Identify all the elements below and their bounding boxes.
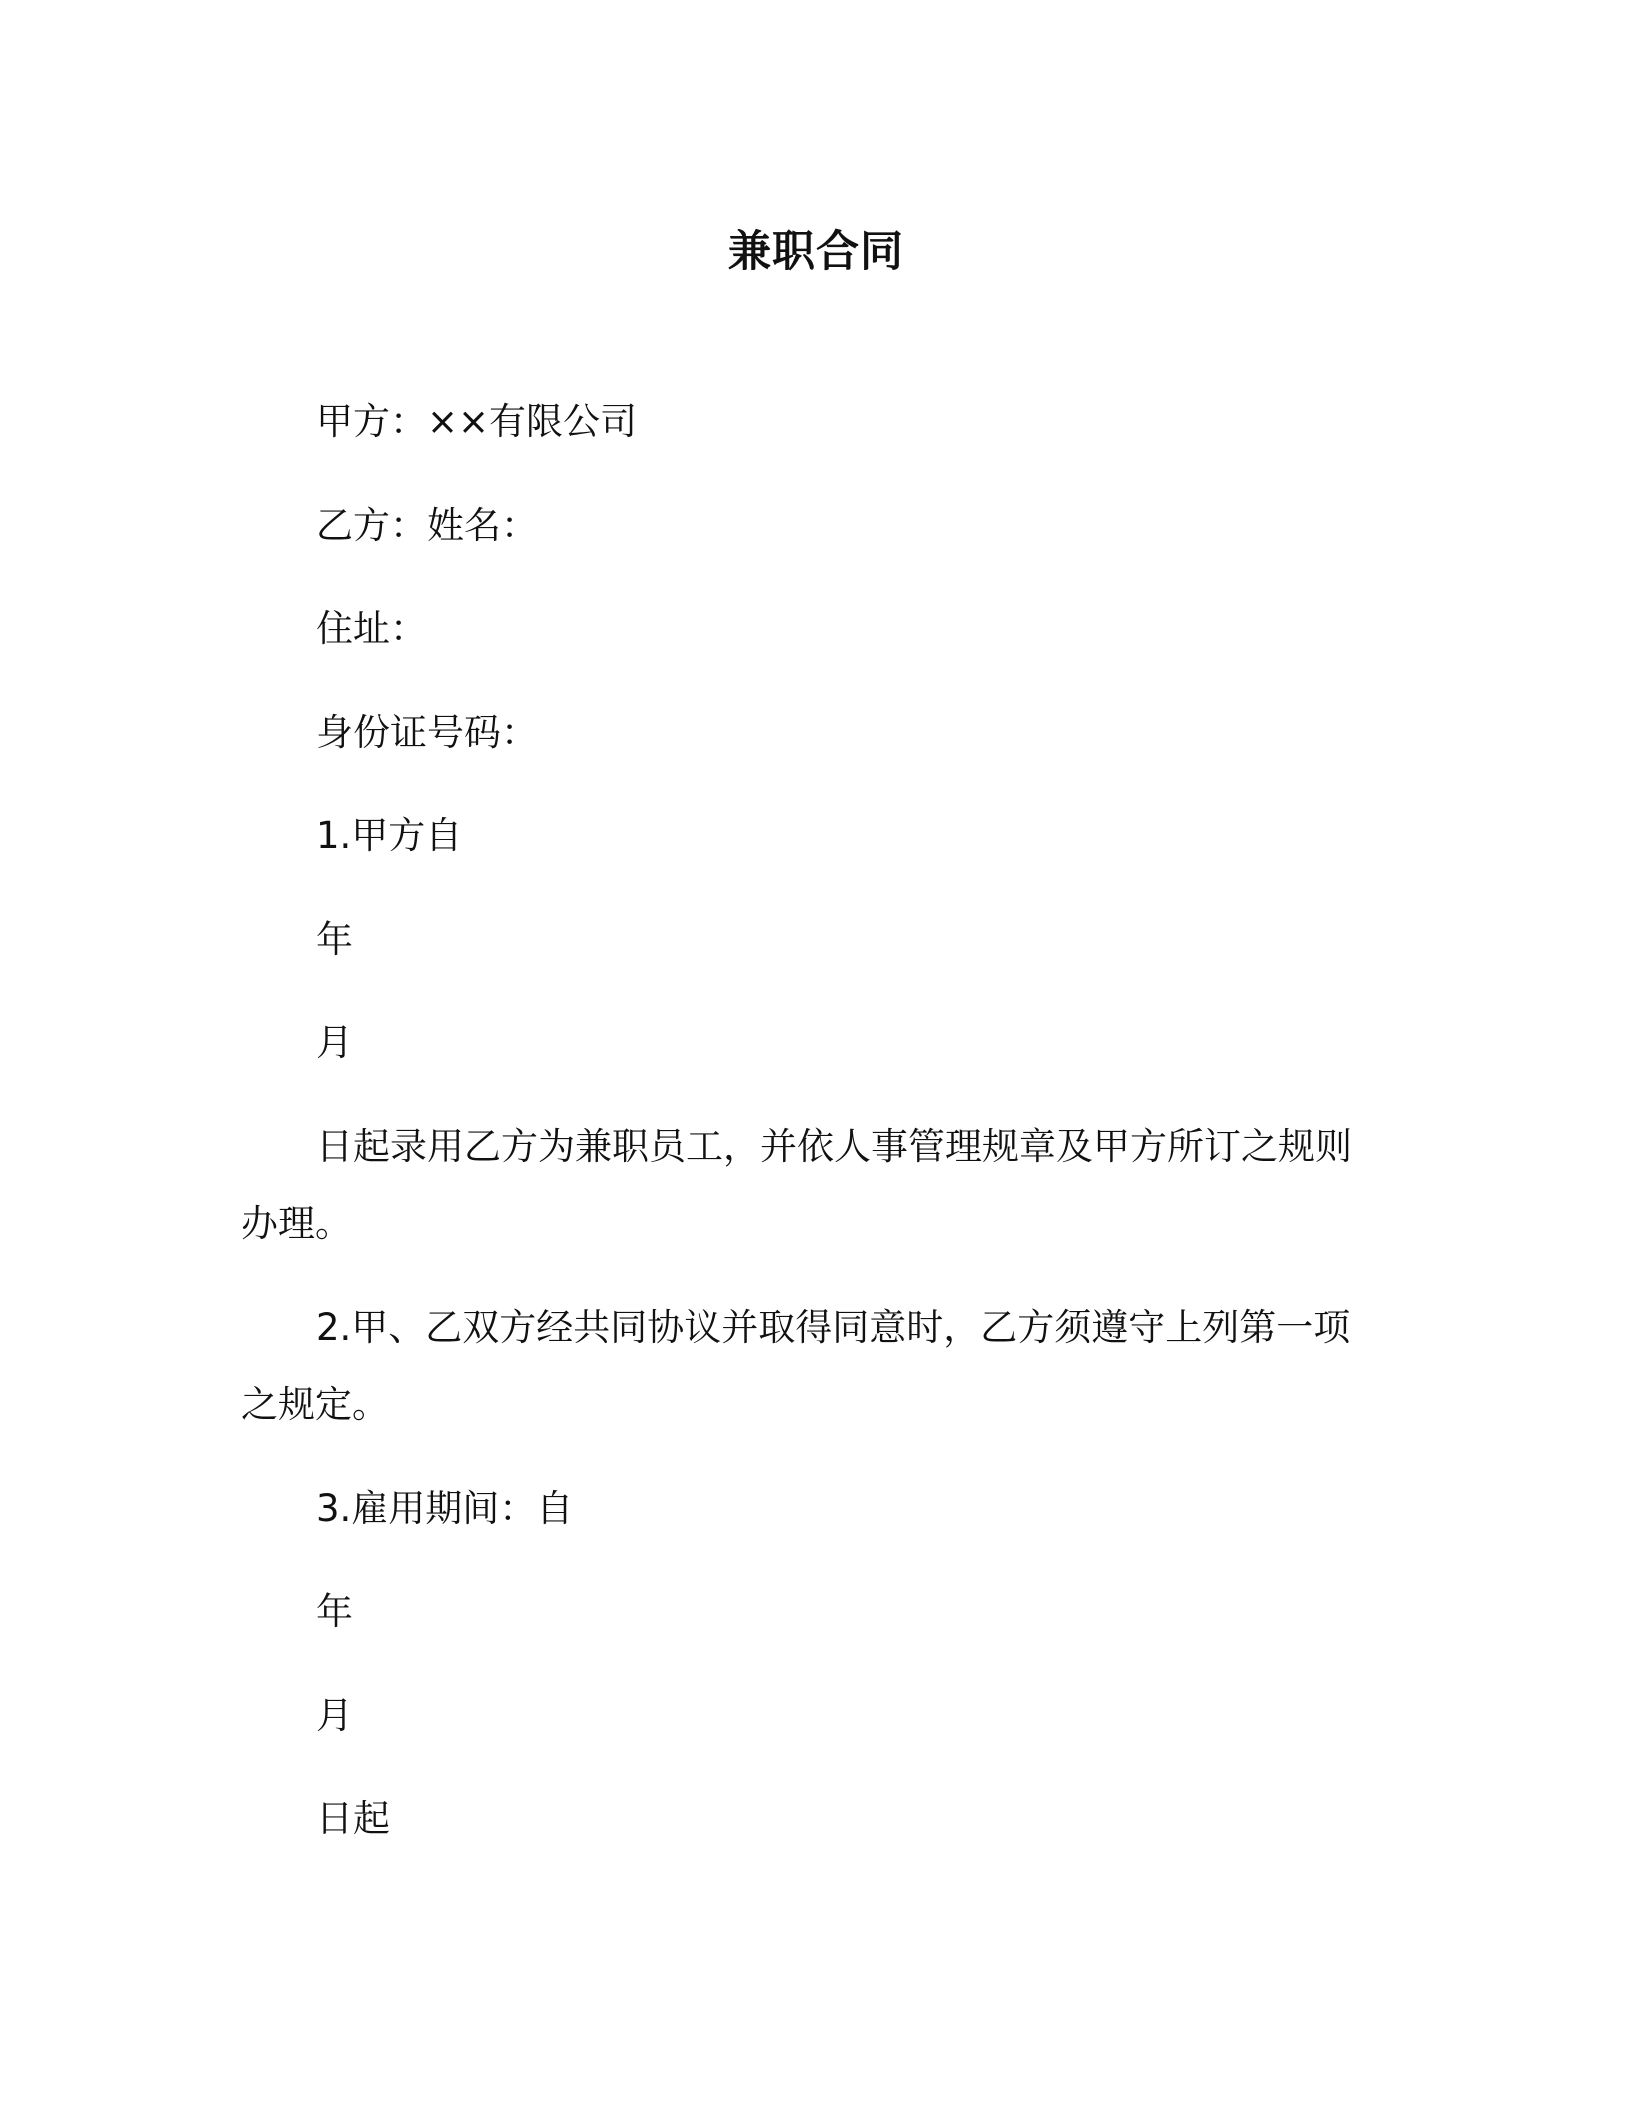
clause-1-text: 日起录用乙方为兼职员工，并依人事管理规章及甲方所订之规则 bbox=[316, 1125, 1352, 1168]
clause-1-month: 月 bbox=[316, 1021, 353, 1064]
party-b-name-line: 乙方：姓名： bbox=[316, 504, 538, 547]
clause-1-year: 年 bbox=[316, 918, 353, 961]
clause-3-month: 月 bbox=[316, 1694, 353, 1737]
clause-3-day: 日起 bbox=[316, 1797, 390, 1840]
clause-1-text-cont: 办理。 bbox=[241, 1202, 352, 1245]
clause-2-text: 2.甲、乙双方经共同协议并取得同意时，乙方须遵守上列第一项 bbox=[316, 1306, 1351, 1349]
clause-2-text-cont: 之规定。 bbox=[241, 1383, 389, 1426]
party-a-line: 甲方：××有限公司 bbox=[316, 400, 638, 443]
clause-3-year: 年 bbox=[316, 1590, 353, 1633]
clause-3-start: 3.雇用期间：自 bbox=[316, 1487, 574, 1530]
id-number-line: 身份证号码： bbox=[316, 711, 538, 754]
document-title: 兼职合同 bbox=[728, 227, 904, 277]
clause-1-start: 1.甲方自 bbox=[316, 814, 463, 857]
address-line: 住址： bbox=[316, 607, 427, 650]
